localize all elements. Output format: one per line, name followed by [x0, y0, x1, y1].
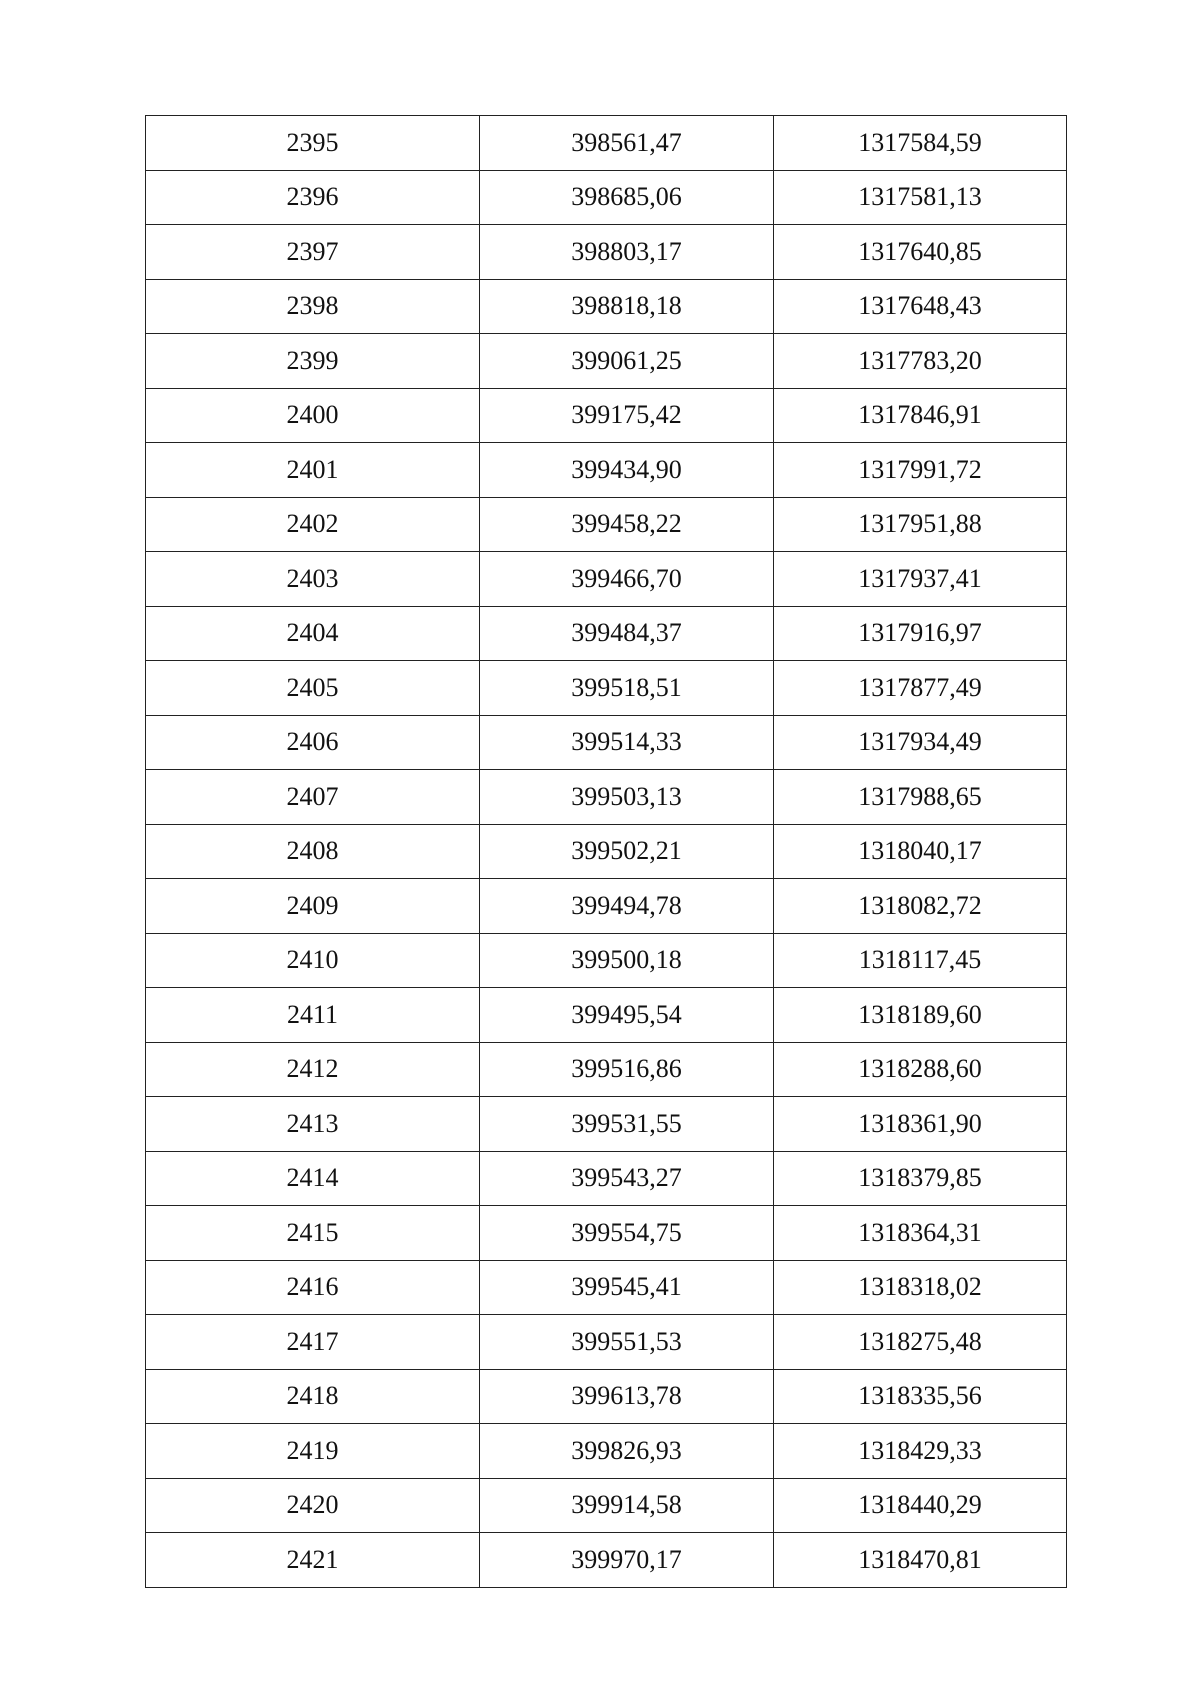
- y-coordinate-cell: 1318117,45: [774, 933, 1067, 988]
- table-row: [146, 170, 1067, 225]
- table-row: [146, 497, 1067, 552]
- table-row: [146, 1097, 1067, 1152]
- y-coordinate-cell: 1317783,20: [774, 334, 1067, 389]
- point-number-cell: 2418: [146, 1369, 480, 1424]
- point-number-cell: 2420: [146, 1478, 480, 1533]
- y-coordinate-cell: 1317877,49: [774, 661, 1067, 716]
- x-coordinate-cell: 399495,54: [480, 988, 774, 1043]
- point-number-cell: 2401: [146, 443, 480, 498]
- table-row: [146, 879, 1067, 934]
- x-coordinate-cell: 399554,75: [480, 1206, 774, 1261]
- y-coordinate-cell: 1318189,60: [774, 988, 1067, 1043]
- point-number-cell: 2397: [146, 225, 480, 280]
- table-row: [146, 1369, 1067, 1424]
- x-coordinate-cell: 399613,78: [480, 1369, 774, 1424]
- y-coordinate-cell: 1318440,29: [774, 1478, 1067, 1533]
- y-coordinate-cell: 1318361,90: [774, 1097, 1067, 1152]
- x-coordinate-cell: 399061,25: [480, 334, 774, 389]
- point-number-cell: 2413: [146, 1097, 480, 1152]
- point-number-cell: 2408: [146, 824, 480, 879]
- y-coordinate-cell: 1317648,43: [774, 279, 1067, 334]
- y-coordinate-cell: 1317640,85: [774, 225, 1067, 280]
- table-row: [146, 443, 1067, 498]
- table-row: [146, 1206, 1067, 1261]
- table-row: [146, 606, 1067, 661]
- point-number-cell: 2416: [146, 1260, 480, 1315]
- table-row: [146, 1533, 1067, 1588]
- point-number-cell: 2406: [146, 715, 480, 770]
- y-coordinate-cell: 1318288,60: [774, 1042, 1067, 1097]
- y-coordinate-cell: 1318364,31: [774, 1206, 1067, 1261]
- x-coordinate-cell: 399970,17: [480, 1533, 774, 1588]
- point-number-cell: 2415: [146, 1206, 480, 1261]
- y-coordinate-cell: 1318318,02: [774, 1260, 1067, 1315]
- y-coordinate-cell: 1318429,33: [774, 1424, 1067, 1479]
- y-coordinate-cell: 1318275,48: [774, 1315, 1067, 1370]
- x-coordinate-cell: 399503,13: [480, 770, 774, 825]
- y-coordinate-cell: 1318470,81: [774, 1533, 1067, 1588]
- x-coordinate-cell: 399551,53: [480, 1315, 774, 1370]
- x-coordinate-cell: 399434,90: [480, 443, 774, 498]
- point-number-cell: 2417: [146, 1315, 480, 1370]
- table-row: [146, 824, 1067, 879]
- point-number-cell: 2395: [146, 116, 480, 171]
- table-row: [146, 1315, 1067, 1370]
- table-row: [146, 1151, 1067, 1206]
- x-coordinate-cell: 399545,41: [480, 1260, 774, 1315]
- table-row: [146, 715, 1067, 770]
- x-coordinate-cell: 399466,70: [480, 552, 774, 607]
- point-number-cell: 2403: [146, 552, 480, 607]
- x-coordinate-cell: 399484,37: [480, 606, 774, 661]
- y-coordinate-cell: 1317988,65: [774, 770, 1067, 825]
- x-coordinate-cell: 398818,18: [480, 279, 774, 334]
- x-coordinate-cell: 398561,47: [480, 116, 774, 171]
- y-coordinate-cell: 1318040,17: [774, 824, 1067, 879]
- point-number-cell: 2400: [146, 388, 480, 443]
- point-number-cell: 2396: [146, 170, 480, 225]
- y-coordinate-cell: 1317584,59: [774, 116, 1067, 171]
- x-coordinate-cell: 399494,78: [480, 879, 774, 934]
- point-number-cell: 2404: [146, 606, 480, 661]
- table-row: [146, 279, 1067, 334]
- point-number-cell: 2405: [146, 661, 480, 716]
- x-coordinate-cell: 399531,55: [480, 1097, 774, 1152]
- y-coordinate-cell: 1317581,13: [774, 170, 1067, 225]
- table-row: [146, 116, 1067, 171]
- table-row: [146, 225, 1067, 280]
- point-number-cell: 2419: [146, 1424, 480, 1479]
- x-coordinate-cell: 399175,42: [480, 388, 774, 443]
- point-number-cell: 2402: [146, 497, 480, 552]
- point-number-cell: 2410: [146, 933, 480, 988]
- point-number-cell: 2412: [146, 1042, 480, 1097]
- table-row: [146, 933, 1067, 988]
- point-number-cell: 2398: [146, 279, 480, 334]
- coordinates-table: [145, 115, 1067, 1588]
- table-row: [146, 552, 1067, 607]
- y-coordinate-cell: 1317991,72: [774, 443, 1067, 498]
- table-row: [146, 1260, 1067, 1315]
- table-row: [146, 770, 1067, 825]
- point-number-cell: 2407: [146, 770, 480, 825]
- table-row: [146, 1042, 1067, 1097]
- table-row: [146, 1478, 1067, 1533]
- x-coordinate-cell: 399826,93: [480, 1424, 774, 1479]
- y-coordinate-cell: 1317934,49: [774, 715, 1067, 770]
- y-coordinate-cell: 1317951,88: [774, 497, 1067, 552]
- y-coordinate-cell: 1317937,41: [774, 552, 1067, 607]
- x-coordinate-cell: 399914,58: [480, 1478, 774, 1533]
- x-coordinate-cell: 399458,22: [480, 497, 774, 552]
- x-coordinate-cell: 399518,51: [480, 661, 774, 716]
- point-number-cell: 2399: [146, 334, 480, 389]
- x-coordinate-cell: 399500,18: [480, 933, 774, 988]
- point-number-cell: 2414: [146, 1151, 480, 1206]
- y-coordinate-cell: 1318082,72: [774, 879, 1067, 934]
- point-number-cell: 2411: [146, 988, 480, 1043]
- x-coordinate-cell: 399516,86: [480, 1042, 774, 1097]
- y-coordinate-cell: 1318335,56: [774, 1369, 1067, 1424]
- point-number-cell: 2409: [146, 879, 480, 934]
- point-number-cell: 2421: [146, 1533, 480, 1588]
- y-coordinate-cell: 1318379,85: [774, 1151, 1067, 1206]
- x-coordinate-cell: 399502,21: [480, 824, 774, 879]
- x-coordinate-cell: 398685,06: [480, 170, 774, 225]
- table-row: [146, 988, 1067, 1043]
- table-row: [146, 661, 1067, 716]
- table-row: [146, 388, 1067, 443]
- x-coordinate-cell: 399514,33: [480, 715, 774, 770]
- x-coordinate-cell: 398803,17: [480, 225, 774, 280]
- y-coordinate-cell: 1317916,97: [774, 606, 1067, 661]
- table-row: [146, 334, 1067, 389]
- x-coordinate-cell: 399543,27: [480, 1151, 774, 1206]
- table-row: [146, 1424, 1067, 1479]
- y-coordinate-cell: 1317846,91: [774, 388, 1067, 443]
